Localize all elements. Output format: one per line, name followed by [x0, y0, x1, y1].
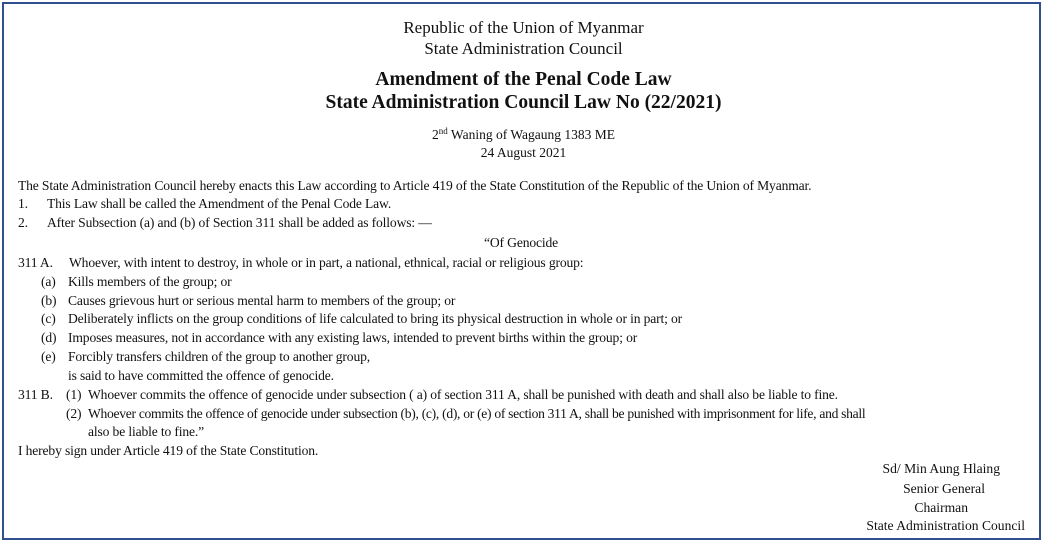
preamble: The State Administration Council hereby enacts this Law according to Article 419 of the State Constitution of the Republic of the Union of Myanmar.	[18, 178, 812, 193]
s311b-sub2-label: (2)	[66, 406, 82, 421]
lunar-day: 2	[432, 127, 439, 142]
lunar-day-suffix: nd	[438, 126, 448, 136]
s311b-sub2-text: Whoever commits the offence of genocide under subsection (b), (c), (d), or (e) of section 311 A, shall be punished with imprisonment for life, and shall	[88, 406, 866, 421]
section-311a-text: Whoever, with intent to destroy, in whole or in part, a national, ethnical, racial or religious group:	[69, 255, 584, 270]
law-title: Amendment of the Penal Code Law	[375, 69, 672, 90]
signature-role: Chairman	[914, 500, 968, 515]
signature-name: Sd/ Min Aung Hlaing	[882, 461, 1000, 476]
s311b-sub1-label: (1)	[66, 387, 82, 402]
closing-statement: I hereby sign under Article 419 of the State Constitution.	[18, 443, 319, 458]
clause-d-label: (d)	[41, 330, 57, 345]
section-311b-label: 311 B.	[18, 387, 53, 402]
clause-c-label: (c)	[41, 311, 56, 326]
clause-b-text: Causes grievous hurt or serious mental harm to members of the group; or	[68, 293, 456, 308]
lunar-month-year: Waning of Wagaung 1383 ME	[447, 127, 615, 142]
header-council: State Administration Council	[424, 39, 623, 58]
section-311a-conclusion: is said to have committed the offence of genocide.	[68, 368, 334, 383]
document-frame	[2, 2, 1041, 540]
clause-c-text: Deliberately inflicts on the group conditions of life calculated to bring its physical destruction in whole or in part; or	[68, 311, 683, 326]
item-1-text: This Law shall be called the Amendment of the Penal Code Law.	[47, 196, 392, 211]
clause-e-text: Forcibly transfers children of the group to another group,	[68, 349, 370, 364]
lunar-date	[4, 126, 1043, 143]
item-2-num: 2.	[18, 215, 28, 230]
genocide-heading: “Of Genocide	[484, 235, 559, 250]
clause-d-text: Imposes measures, not in accordance with any existing laws, intended to prevent births within the group; or	[68, 330, 638, 345]
item-2-text: After Subsection (a) and (b) of Section 311 shall be added as follows: —	[47, 215, 432, 230]
clause-e-label: (e)	[41, 349, 56, 364]
section-311a-label: 311 A.	[18, 255, 53, 270]
signature-org: State Administration Council	[866, 518, 1025, 533]
gregorian-date: 24 August 2021	[480, 145, 567, 160]
clause-b-label: (b)	[41, 293, 57, 308]
clause-a-label: (a)	[41, 274, 56, 289]
header-country: Republic of the Union of Myanmar	[403, 18, 644, 37]
clause-a-text: Kills members of the group; or	[68, 274, 232, 289]
law-number: State Administration Council Law No (22/2021)	[325, 92, 722, 113]
s311b-sub1-text: Whoever commits the offence of genocide under subsection ( a) of section 311 A, shall be punished with death and shall also be liable to fine.	[88, 387, 838, 402]
s311b-sub2-text-cont: also be liable to fine.”	[88, 424, 205, 439]
item-1-num: 1.	[18, 196, 28, 211]
signature-rank: Senior General	[903, 481, 985, 496]
